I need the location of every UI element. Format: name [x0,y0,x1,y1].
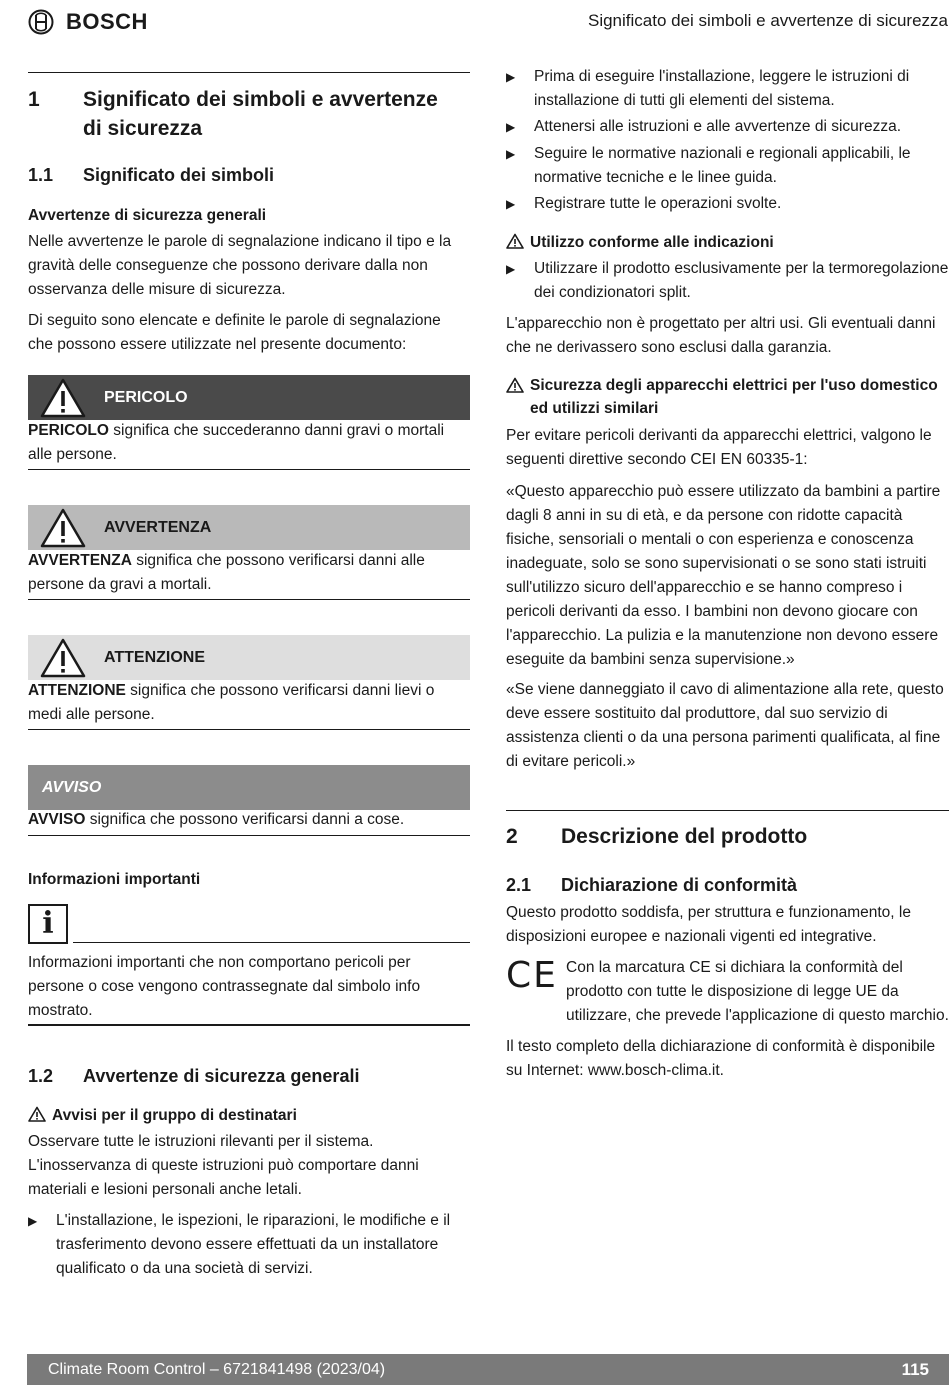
section-rule [506,810,949,811]
section-number: 1 [28,88,40,111]
list-item-text: L'installazione, le ispezioni, le riparazioni, le modifiche e il trasferimento devono essere effettuati da un installatore qualificato o da una società di servizi. [56,1212,451,1277]
intended-use-title: Utilizzo conforme alle indicazioni [530,234,774,251]
list-item [28,1209,470,1281]
notice-description [28,808,470,832]
caution-bar [28,635,470,680]
bullet-arrow-icon: ▶ [506,147,516,161]
list-item-text: Attenersi alle istruzioni e alle avvertenze di sicurezza. [534,118,902,135]
warning-triangle-icon [28,635,98,680]
section-1-1-heading [28,163,470,187]
section-number: 2 [506,825,518,848]
ce-marking-text: Con la marcatura CE si dichiara la conformità del prodotto con tutte le disposizione di legge UE da utilizzare, che prevede l'applicazione di questo marchio. [566,959,949,1024]
list-item-text: Prima di eseguire l'installazione, leggere le istruzioni di installazione di tutti gli elementi del sistema. [534,68,910,109]
list-item [506,65,949,113]
caution-text: significa che possono verificarsi danni lievi o medi alle persone. [28,682,435,723]
list-item [506,115,949,139]
electrical-safety-quote-1: «Questo apparecchio può essere utilizzato da bambini a partire dagli 8 anni in su di età, e da persone con ridotte capacità fisiche, sensoriali o mentali o con esperienza e conoscenza inadeguate, solo se sono supervisionati o se sono stati istruiti sull'utilizzo sicuro dell'apparecchio e se hanno compreso i pericoli derivanti da esso. I bambini non devono giocare con l'apparecchio. La pulizia e la manutenzione non devono essere eseguite da bambini senza supervisione.» [506,483,941,668]
list-item-text: Utilizzare il prodotto esclusivamente per la termoregolazione dei condizionatori split. [534,260,949,301]
info-rule [73,942,470,943]
section-2-1-heading [506,873,949,897]
general-warnings-heading: Avvertenze di sicurezza generali [28,207,267,224]
notice-bar [28,765,470,810]
list-item [506,192,949,216]
notice-word: AVVISO [28,811,86,828]
electrical-safety-quote-2: «Se viene danneggiato il cavo di alimentazione alla rete, questo deve essere sostituito dal produttore, dal suo servizio di assistenza clienti o da una persona parimenti qualificata, al fine di evitare pericoli.» [506,681,944,770]
danger-bar [28,375,470,420]
warning-triangle-icon [28,505,98,550]
notice-label: AVVISO [42,778,102,796]
intended-use-text: L'apparecchio non è progettato per altri usi. Gli eventuali danni che ne derivassero sono esclusi dalla garanzia. [506,315,936,356]
section-title: Avvertenze di sicurezza generali [83,1066,360,1086]
divider [28,469,470,470]
bosch-armature-logo-icon [28,9,54,35]
list-item [506,257,949,305]
ce-mark-icon: CE [506,955,558,996]
section-rule [28,72,470,73]
warning-triangle-icon [506,377,524,393]
warning-bar [28,505,470,550]
page-header-title: Significato dei simboli e avvertenze di sicurezza [587,11,948,30]
section-title: Descrizione del prodotto [561,825,808,848]
danger-label: PERICOLO [104,388,188,406]
electrical-safety-heading [506,374,949,420]
info-icon [28,904,68,944]
important-info-text: Informazioni importanti che non comportano pericoli per persone o cose vengono contrassegnate dal simbolo info mostrato. [28,954,421,1019]
signal-words-intro: Di seguito sono elencate e definite le parole di segnalazione che possono essere utilizzate nel presente documento: [28,312,441,353]
divider [28,729,470,730]
target-group-heading [28,1104,470,1127]
info-icon-glyph: i [42,906,54,941]
page-number: 115 [901,1359,929,1379]
caution-label: ATTENZIONE [104,648,206,666]
warning-triangle-icon [28,1106,46,1122]
general-warnings-text: Nelle avvertenze le parole di segnalazione indicano il tipo e la gravità delle conseguenze che possono derivare dalla non osservanza delle misure di sicurezza. [28,233,452,298]
target-group-title: Avvisi per il gruppo di destinatari [52,1107,297,1124]
warning-label: AVVERTENZA [104,518,212,536]
footer-document-id: Climate Room Control – 6721841498 (2023/04) [48,1360,386,1378]
electrical-safety-intro: Per evitare pericoli derivanti da apparecchi elettrici, valgono le seguenti direttive secondo CEI EN 60335-1: [506,427,932,468]
section-number: 2.1 [506,875,532,895]
page-footer [27,1354,949,1385]
section-title: Significato dei simboli e avvertenze di sicurezza [83,88,438,140]
section-number: 1.2 [28,1066,54,1086]
intended-use-heading [506,231,949,254]
conformity-text: Questo prodotto soddisfa, per struttura e funzionamento, le disposizioni europee e nazionali vigenti ed integrative. [506,904,911,945]
bullet-arrow-icon: ▶ [506,262,516,276]
divider [28,1024,470,1026]
ce-marking-block [506,956,949,1028]
list-item [506,142,949,190]
warning-text: significa che possono verificarsi danni alle persone da gravi a mortali. [28,552,425,593]
list-item-text: Seguire le normative nazionali e regionali applicabili, le normative tecniche e le linee guida. [534,145,911,186]
section-1-heading [28,85,470,143]
bullet-arrow-icon: ▶ [506,70,516,84]
danger-description [28,419,470,467]
brand-name: BOSCH [66,9,148,34]
section-1-2-heading [28,1064,470,1088]
warning-triangle-icon [506,233,524,249]
notice-text: significa che possono verificarsi danni a cose. [85,811,405,828]
bullet-arrow-icon: ▶ [506,120,516,134]
warning-word: AVVERTENZA [28,552,132,569]
conformity-full-text: Il testo completo della dichiarazione di conformità è disponibile su Internet: www.bosch-clima.it. [506,1038,936,1079]
danger-text: significa che succederanno danni gravi o mortali alle persone. [28,422,445,463]
danger-word: PERICOLO [28,422,109,439]
section-2-heading [506,822,949,851]
important-info-heading: Informazioni importanti [28,871,201,888]
bullet-arrow-icon: ▶ [28,1214,38,1228]
list-item-text: Registrare tutte le operazioni svolte. [534,195,782,212]
electrical-safety-title: Sicurezza degli apparecchi elettrici per l'uso domestico ed utilizzi similari [530,377,938,417]
section-title: Significato dei simboli [83,165,275,185]
section-number: 1.1 [28,165,54,185]
bullet-arrow-icon: ▶ [506,197,516,211]
divider [28,599,470,600]
warning-description [28,549,470,597]
caution-description [28,679,470,727]
section-title: Dichiarazione di conformità [561,875,798,895]
divider [28,835,470,836]
brand-logo [28,8,148,36]
warning-triangle-icon [28,375,98,420]
target-group-text: Osservare tutte le istruzioni rilevanti per il sistema. L'inosservanza di queste istruzioni può comportare danni materiali e lesioni personali anche letali. [28,1133,419,1198]
caution-word: ATTENZIONE [28,682,126,699]
